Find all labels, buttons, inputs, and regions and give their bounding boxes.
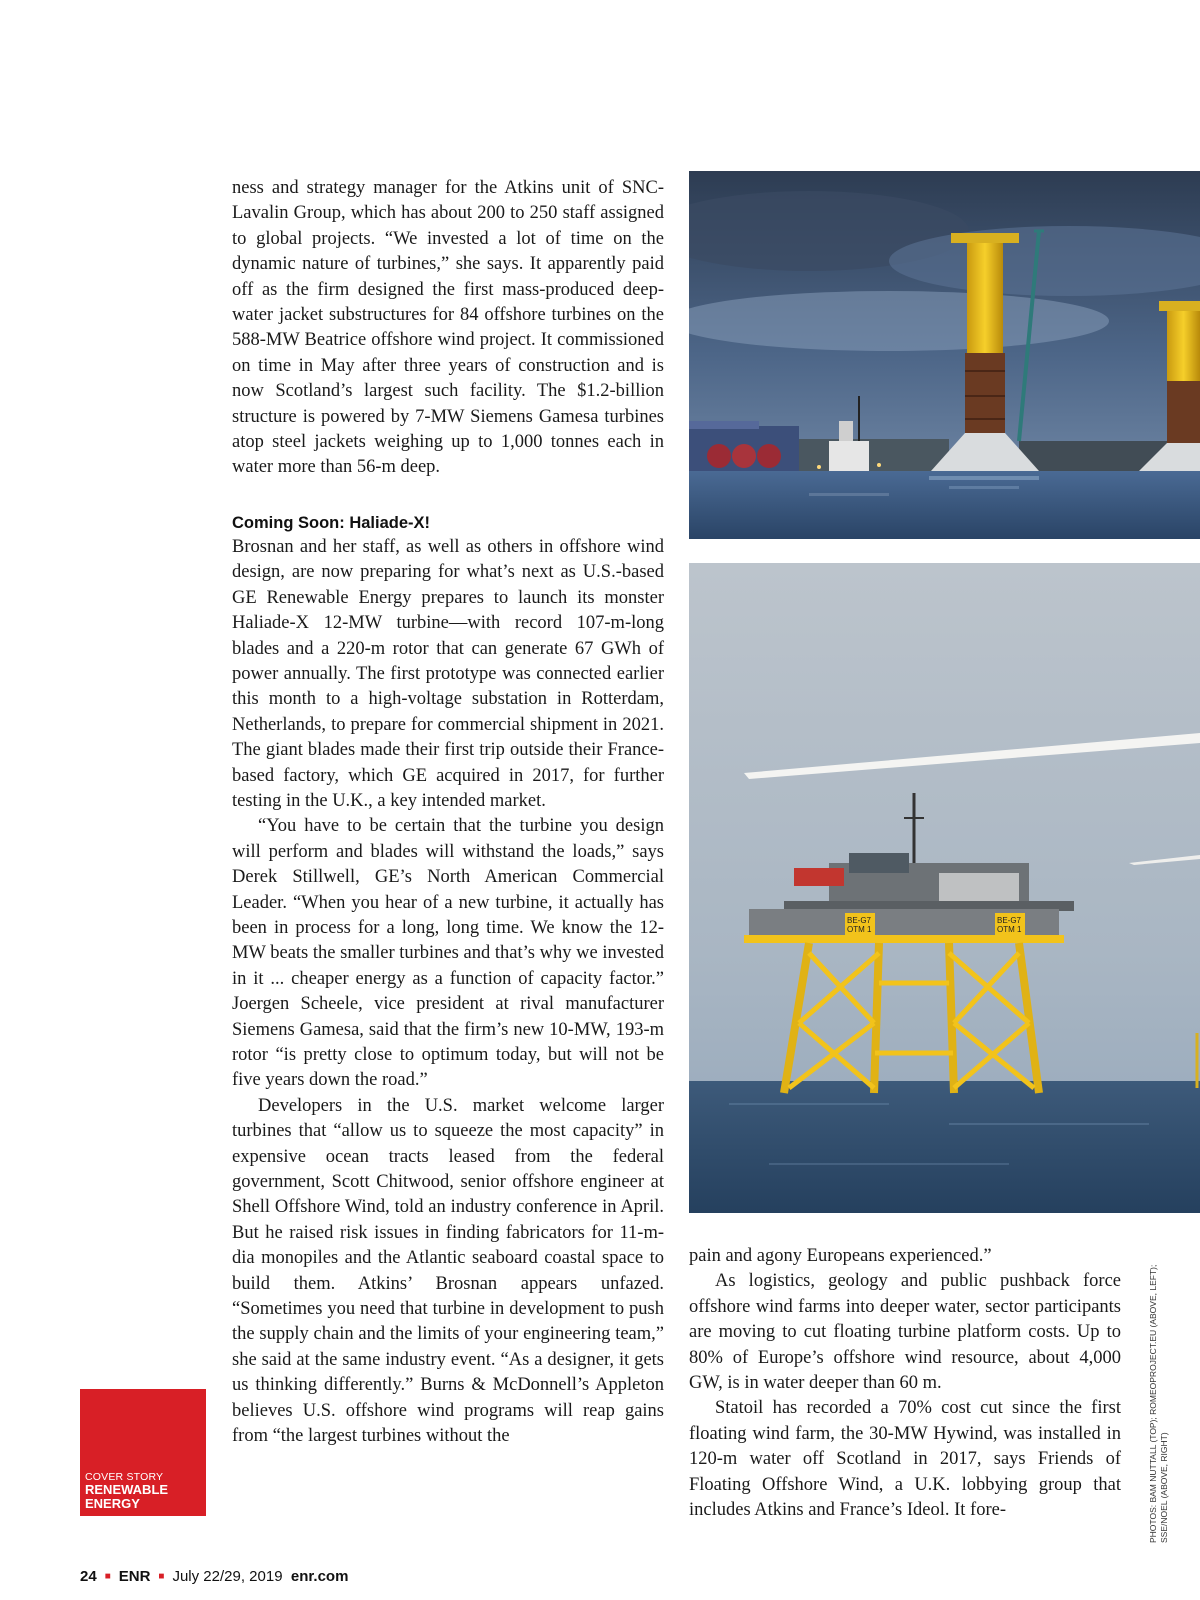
folio-separator: ■ (104, 1571, 111, 1582)
platform-label-right-2: OTM 1 (997, 925, 1022, 934)
platform-label-left-2: OTM 1 (847, 925, 872, 934)
issue-date: July 22/29, 2019 (172, 1568, 283, 1585)
page-number: 24 (80, 1568, 97, 1585)
page-folio (80, 1568, 348, 1585)
article-paragraph: pain and agony Europeans experienced.” (689, 1246, 992, 1266)
article-paragraph: Statoil has recorded a 70% cost cut since the first floating wind farm, the 30-MW Hywind, was installed in 120-m water off Scotland in 2017, says Friends of Floating Offshore Wind, a U.K. lobbying group that includes Atkins and France’s Ideol. It fore- (689, 1398, 1121, 1521)
article-paragraph: Brosnan and her staff, as well as others in offshore wind design, are now preparing for what’s next as U.S.-based GE Renewable Energy prepares to launch its monster Haliade-X 12-MW turbine—with record 107-m-long blades and a 220-m rotor that can generate 67 GWh of power annually. The first prototype was connected earlier this month to a high-voltage substation in Rotterdam, Netherlands, to prepare for commercial shipment in 2021. The giant blades made their first trip outside their France-based factory, which GE acquired in 2017, for further testing in the U.K., a key intended market. (232, 536, 664, 811)
platform-label-left: BE-G7 (847, 916, 872, 925)
photo-credit (1148, 1233, 1170, 1543)
article-subhead: Coming Soon: Haliade-X! (232, 513, 430, 532)
section-kicker: COVER STORY (85, 1471, 164, 1483)
website-link[interactable]: enr.com (290, 1568, 349, 1585)
article-paragraph: “You have to be certain that the turbine you design will perform and blades will withstand the loads,” says Derek Stillwell, GE’s North American Commercial Leader. “When you hear of a new turbine, it actually has been in process for a long, long time. We know the 12-MW beats the smaller turbines and that’s why we invested in it ... cheaper energy as a function of capacity factor.” Joergen Scheele, vice president at rival manufacturer Siemens Gamesa, said that the firm’s new 10-MW, 193-m rotor “is pretty close to optimum today, but will not be five years down the road.” (232, 816, 664, 1091)
article-paragraph: As logistics, geology and public pushback force offshore wind farms into deeper water, sector participants are moving to cut floating turbine platform costs. Up to 80% of Europe’s offshore wind resource, about 4,000 GW, is in water deeper than 60 m. (689, 1271, 1121, 1394)
folio-separator: ■ (158, 1571, 165, 1582)
photo-offshore-platform (689, 563, 1200, 1213)
photo-credit-line-2: SSE/NOEL (ABOVE, RIGHT) (1159, 1432, 1169, 1543)
article-paragraph: ness and strategy manager for the Atkins unit of SNC-Lavalin Group, which has about 200 to 250 staff assigned to global projects. “We invested a lot of time on the dynamic nature of turbines,” she says. It apparently paid off as the firm designed the first mass-produced deep-water jacket substructures for 84 offshore turbines on the 588-MW Beatrice offshore wind project. It commissioned on time in May after three years of construction and is now Scotland’s largest such facility. The $1.2-billion structure is powered by 7-MW Siemens Gamesa turbines atop steel jackets weighing up to 1,000 tonnes each in water more than 56-m deep. (232, 178, 664, 478)
article-paragraph: Developers in the U.S. market welcome larger turbines that “allow us to squeeze the most capacity” in expensive ocean tracts leased from the federal government, Scott Chitwood, senior offshore engineer at Shell Offshore Wind, told an industry conference in April. But he raised risk issues in finding fabricators for 11-m-dia monopiles and the Atlantic seaboard coastal space to build them. Atkins’ Brosnan appears unfazed. “Sometimes you need that turbine in development to push the supply chain and the limits of your engineering team,” she said at the same industry event. “As a designer, it gets us thinking differently.” Burns & McDonnell’s Appleton believes U.S. offshore wind programs will reap gains from “the largest turbines without the (232, 1095, 664, 1447)
section-tab (80, 1389, 206, 1516)
photo-credit-line-1: PHOTOS: BAM NUTTALL (TOP); ROMEOPROJECT.EU (ABOVE, LEFT); (1148, 1264, 1158, 1543)
left-column (232, 176, 664, 1450)
magazine-name: ENR (118, 1568, 151, 1585)
right-column (689, 1244, 1121, 1523)
photo-jacket-substructures (689, 171, 1200, 539)
section-title: RENEWABLE ENERGY (85, 1482, 169, 1511)
platform-label-right: BE-G7 (997, 916, 1022, 925)
